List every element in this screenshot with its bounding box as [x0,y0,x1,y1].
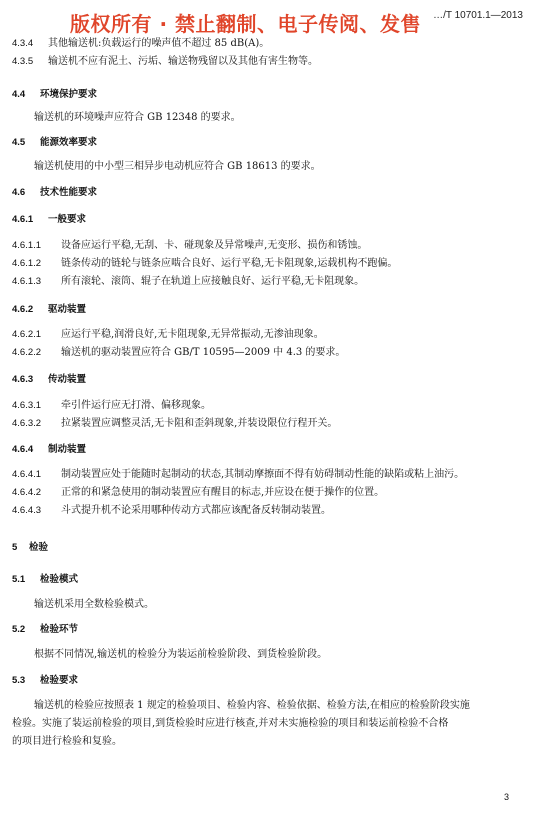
heading-title: 能源效率要求 [40,137,98,148]
clause-4-6-4-3 [12,504,331,518]
clause-4-6-4-1 [12,468,464,482]
clause-number: 4.6.2.1 [12,329,42,340]
clause-number: 4.6.4.1 [12,469,42,480]
clause-4-6-4-2 [12,486,384,500]
heading-title: 制动装置 [48,444,87,455]
heading-number: 4.6.1 [12,214,34,225]
clause-4-6-1-3 [12,275,364,289]
paragraph-5-3-line-1: 输送机的检验应按照表 1 规定的检验项目、检验内容、检验依据、检验方法,在相应的检验阶段实施 [34,700,470,711]
clause-text: 所有滚轮、滚筒、辊子在轨道上应接触良好、运行平稳,无卡阻现象。 [61,276,365,287]
document-number: …/T 10701.1—2013 [433,10,523,21]
heading-title: 环境保护要求 [40,89,98,100]
heading-title: 检验 [29,542,49,553]
clause-number: 4.6.1.2 [12,258,42,269]
clause-text: 链条传动的链轮与链条应啮合良好、运行平稳,无卡阻现象,运载机构不跑偏。 [61,258,398,269]
clause-number: 4.6.3.1 [12,400,42,411]
heading-title: 检验模式 [40,574,79,585]
heading-title: 检验环节 [40,624,79,635]
clause-text: 正常的和紧急使用的制动装置应有醒目的标志,并应设在便于操作的位置。 [61,487,385,498]
clause-number: 4.6.1.1 [12,240,42,251]
heading-title: 驱动装置 [48,304,87,315]
heading-4-6-3 [12,373,86,387]
clause-4-6-3-1 [12,399,211,413]
heading-title: 一般要求 [48,214,87,225]
heading-4-4 [12,88,97,102]
clause-text: 牵引件运行应无打滑、偏移现象。 [61,400,211,411]
heading-number: 4.6.4 [12,444,34,455]
heading-number: 5.2 [12,624,26,635]
heading-5-3 [12,674,78,688]
heading-number: 5.3 [12,675,26,686]
paragraph-4-5: 输送机使用的中小型三相异步电动机应符合 GB 18613 的要求。 [34,161,321,172]
clause-text: 设备应运行平稳,无刮、卡、碰现象及异常噪声,无变形、损伤和锈蚀。 [61,240,368,251]
heading-title: 技术性能要求 [40,187,98,198]
clause-4-3-4 [12,37,269,51]
heading-number: 4.4 [12,89,26,100]
paragraph-5-3-line-3: 的项目进行检验和复验。 [12,736,122,747]
heading-number: 5.1 [12,574,26,585]
clause-text: 斗式提升机不论采用哪种传动方式都应该配备反转制动装置。 [61,505,331,516]
clause-4-3-5 [12,55,318,69]
clause-number: 4.6.2.2 [12,347,42,358]
heading-4-5 [12,136,97,150]
clause-number: 4.6.1.3 [12,276,42,287]
clause-4-6-2-2 [12,346,345,360]
paragraph-5-3-line-2: 检验。实施了装运前检验的项目,到货检验时应进行核查,并对未实施检验的项目和装运前检验不合格 [12,718,449,729]
clause-number: 4.3.4 [12,38,34,49]
clause-text: 其他输送机:负载运行的噪声值不超过 85 dB(A)。 [48,38,270,49]
clause-text: 输送机不应有泥土、污垢、输送物残留以及其他有害生物等。 [48,56,318,67]
clause-text: 拉紧装置应调整灵活,无卡阻和歪斜现象,并装设限位行程开关。 [61,418,338,429]
clause-text: 输送机的驱动装置应符合 GB/T 10595—2009 中 4.3 的要求。 [61,347,346,358]
clause-4-6-3-2 [12,417,337,431]
heading-number: 4.5 [12,137,26,148]
clause-4-6-1-1 [12,239,367,253]
clause-4-6-2-1 [12,328,324,342]
watermark-banner: 版权所有 · 禁止翻制、电子传阅、发售 [70,12,422,36]
paragraph-5-2: 根据不同情况,输送机的检验分为装运前检验阶段、到货检验阶段。 [34,649,328,660]
heading-title: 传动装置 [48,374,87,385]
heading-number: 4.6.2 [12,304,34,315]
heading-title: 检验要求 [40,675,79,686]
clause-number: 4.6.4.3 [12,505,42,516]
heading-number: 5 [12,542,18,553]
heading-4-6-1 [12,213,86,227]
heading-4-6-2 [12,303,86,317]
heading-number: 4.6.3 [12,374,34,385]
heading-4-6-4 [12,443,86,457]
paragraph-4-4: 输送机的环境噪声应符合 GB 12348 的要求。 [34,112,241,123]
heading-5 [12,541,48,555]
clause-number: 4.6.3.2 [12,418,42,429]
clause-number: 4.6.4.2 [12,487,42,498]
heading-5-1 [12,573,78,587]
page-number: 3 [503,792,509,802]
heading-5-2 [12,623,78,637]
heading-number: 4.6 [12,187,26,198]
clause-number: 4.3.5 [12,56,34,67]
clause-text: 制动装置应处于能随时起制动的状态,其制动摩擦面不得有妨碍制动性能的缺陷或粘上油污。 [61,469,465,480]
clause-text: 应运行平稳,润滑良好,无卡阻现象,无异常振动,无渗油现象。 [61,329,324,340]
paragraph-5-1: 输送机采用全数检验模式。 [34,599,154,610]
heading-4-6 [12,186,97,200]
clause-4-6-1-2 [12,257,397,271]
